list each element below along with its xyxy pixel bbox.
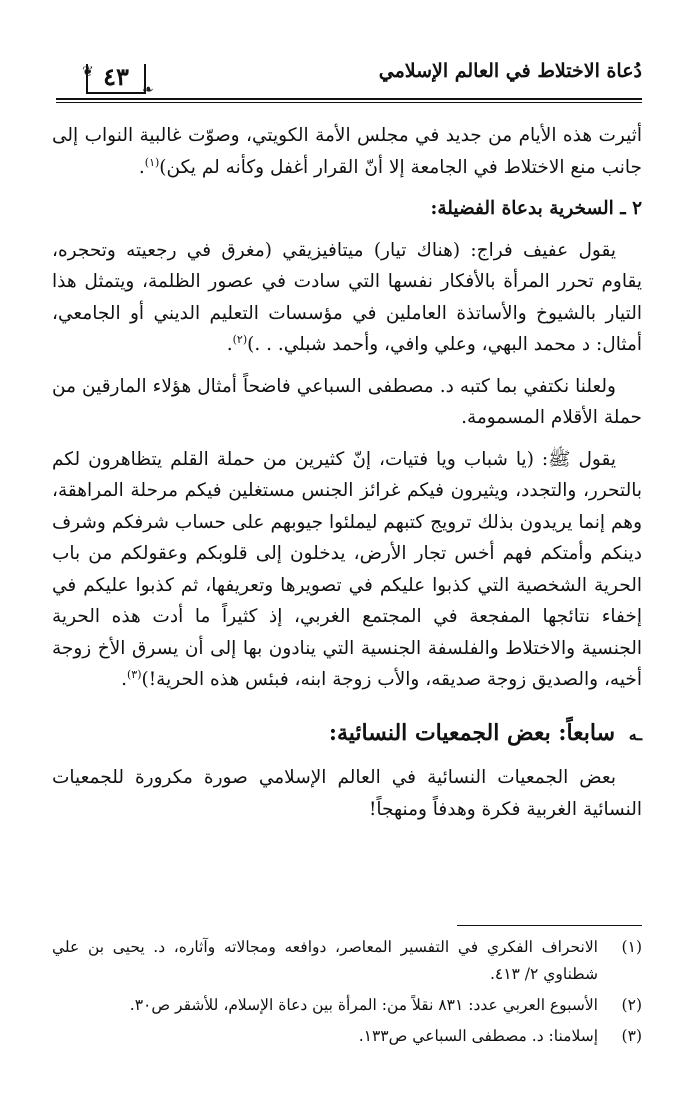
footnote-ref: (١)	[144, 155, 160, 169]
leaf-ornament-icon: ❧	[142, 82, 154, 98]
paragraph: بعض الجمعيات النسائية في العالم الإسلامي صورة مكرورة للجمعيات النسائية الغربية فكرة وهدفاً ومنهجاً!	[52, 767, 642, 820]
footnote-separator	[457, 925, 642, 926]
footnote	[52, 1023, 642, 1050]
header-rule	[56, 102, 642, 103]
footnote-ref: (٢)	[232, 332, 248, 346]
page-number: ٤٣	[86, 64, 146, 94]
footnote	[52, 992, 642, 1019]
heading-bullet: ـه	[628, 724, 642, 744]
footnote-ref: (٣)	[127, 667, 142, 681]
footnote-text: الانحراف الفكري في التفسير المعاصر، دوافعه ومجالاته وآثاره، د. يحيى بن علي شطناوي ٢/ ٤١٣.	[52, 938, 598, 983]
section-heading: ـه سابعاً: بعض الجمعيات النسائية:	[328, 719, 642, 746]
footnote-number: (٣)	[621, 1027, 642, 1045]
footnotes	[52, 934, 642, 1054]
paragraph: يقول عفيف فراج: (هناك تيار) ميتافيزيقي (مغرق في رجعيته وتحجره، يقاوم تحرر المرأة بالأفكار نفسها التي سادت في عصور الظلمة، ويتمثل هذا التيار بالشيوخ والأساتذة العاملين في مؤسسات التعليم الديني أو الجامعي، أمثال: د محمد البهي، وعلي وافي، وأحمد شبلي. . .)$^{(٢)}$.	[52, 239, 642, 355]
paragraph: يقول ﷺ: (يا شباب ويا فتيات، إنّ كثيرين من حملة القلم يتظاهرون لكم بالتحرر، والتجدد، ويثيرون فيكم غرائز الجنس مستغلين فيكم مرحلة المراهقة، وهم إنما يريدون بذلك ترويج كتبهم ليملئوا جيوبهم على حساب شرفكم وشرف دينكم وأمتكم فهم أخس تجار الأرض، يدخلون إلى قلوبكم وعقولكم من باب الحرية الشخصية التي كذبوا عليكم في تصويرها وتعريفها، ثم كذبوا عليكم في إخفاء نتائجها المفجعة في المجتمع الغربي، إذ كثيراً ما أدت هذه الحرية الجنسية والاختلاط والفلسفة الجنسية التي ينادون بها إلى أن يسرق الأخ زوجة أخيه، والصديق زوجة صديقه، والأب زوجة ابنه، فبئس هذه الحرية!)$^{(٣)}$.	[52, 448, 642, 690]
header-rule	[56, 98, 642, 100]
page-body	[52, 120, 642, 835]
footnote-text: الأسبوع العربي عدد: ٨٣١ نقلاً من: المرأة بين دعاة الإسلام، للأشقر ص٣٠.	[129, 996, 598, 1014]
footnote-text: إسلامنا: د. مصطفى السباعي ص١٣٣.	[358, 1027, 598, 1045]
subheading: ٢ ـ السخرية بدعاة الفضيلة:	[430, 198, 642, 219]
footnote-number: (١)	[621, 938, 642, 956]
page-header	[56, 56, 642, 106]
running-title: دُعاة الاختلاط في العالم الإسلامي	[378, 60, 642, 82]
footnote-number: (٢)	[621, 996, 642, 1014]
leaf-ornament-icon: ❦	[82, 64, 94, 80]
footnote	[52, 934, 642, 988]
paragraph: ولعلنا نكتفي بما كتبه د. مصطفى السباعي فاضحاً أمثال هؤلاء المارقين من حملة الأقلام المسمومة.	[52, 375, 642, 428]
paragraph: أثيرت هذه الأيام من جديد في مجلس الأمة الكويتي، وصوّت غالبية النواب إلى جانب منع الاختلاط في الجامعة إلا أنّ القرار أغفل وكأنه لم يكن)$^{(١)}$.	[52, 125, 642, 178]
